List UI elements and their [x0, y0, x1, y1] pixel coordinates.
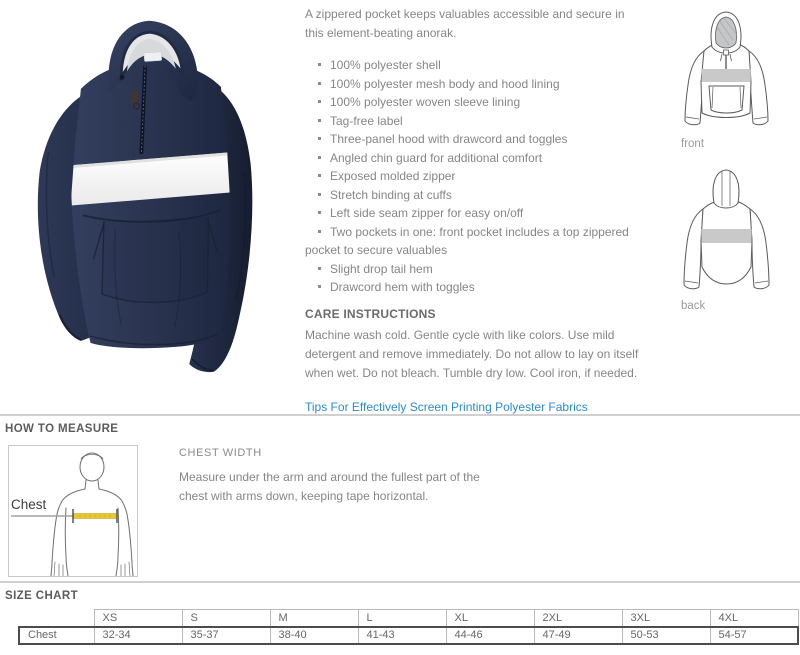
size-row-label: Chest — [19, 627, 94, 644]
torso-diagram — [9, 446, 137, 576]
bullet-icon — [318, 137, 321, 140]
feature-item — [305, 130, 647, 149]
feature-text: Drawcord hem with toggles — [330, 280, 475, 294]
bullet-icon — [318, 267, 321, 270]
how-to-measure-heading: HOW TO MEASURE — [5, 423, 119, 435]
feature-item — [305, 56, 647, 75]
size-chart-header-row — [19, 610, 798, 627]
size-chart-corner-cell — [19, 610, 94, 627]
feature-item — [305, 204, 647, 223]
product-photo — [0, 0, 300, 414]
feature-text: Exposed molded zipper — [330, 169, 456, 183]
chest-width-title: CHEST WIDTH — [179, 447, 262, 459]
feature-item — [305, 260, 647, 279]
feature-item — [305, 186, 647, 205]
product-intro: A zippered pocket keeps valuables accessible and secure in this element-beating anorak. — [305, 7, 625, 40]
feature-text: 100% polyester mesh body and hood lining — [330, 76, 560, 91]
size-value-cell: 32-34 — [94, 627, 182, 644]
care-instructions-text: Machine wash cold. Gentle cycle with like colors. Use mild detergent and remove immediately. Do not allow to lay on itself when wet. Do not bleach. Tumble dry low. Cool iron, if needed. — [305, 327, 639, 380]
size-column-header: M — [270, 610, 358, 627]
feature-text: Tag-free label — [330, 113, 403, 128]
anorak-jacket-photo — [10, 3, 288, 397]
bullet-icon — [318, 82, 321, 85]
size-value-cell: 41-43 — [358, 627, 446, 644]
size-column-header: 4XL — [710, 610, 798, 627]
size-value-cell: 35-37 — [182, 627, 270, 644]
size-value-cell: 44-46 — [446, 627, 534, 644]
front-view-illustration — [679, 7, 774, 135]
size-column-header: S — [182, 610, 270, 627]
bullet-icon — [318, 119, 321, 122]
feature-text: 100% polyester woven sleeve lining — [330, 95, 521, 109]
feature-item — [305, 167, 647, 186]
size-column-header: XL — [446, 610, 534, 627]
front-view-label: front — [681, 138, 705, 150]
feature-text: Three-panel hood with drawcord and toggles — [330, 132, 568, 146]
size-column-header: 3XL — [622, 610, 710, 627]
feature-item — [305, 112, 647, 131]
screen-printing-tips-link[interactable]: Tips For Effectively Screen Printing Polyester Fabrics — [305, 399, 588, 414]
bullet-icon — [318, 211, 321, 214]
feature-text: Stretch binding at cuffs — [330, 187, 452, 202]
measure-diagram — [8, 445, 138, 577]
size-value-cell: 54-57 — [710, 627, 798, 644]
feature-text: Two pockets in one: front pocket includes a top zippered pocket to secure valuables — [305, 224, 629, 257]
feature-text: 100% polyester shell — [330, 58, 441, 72]
feature-text: Left side seam zipper for easy on/off — [330, 206, 524, 220]
bullet-icon — [318, 230, 321, 233]
chest-diagram-label: Chest — [11, 497, 47, 512]
bullet-icon — [318, 193, 321, 196]
feature-text: Slight drop tail hem — [330, 261, 433, 276]
size-column-header: XS — [94, 610, 182, 627]
care-instructions-heading: CARE INSTRUCTIONS — [305, 306, 436, 321]
back-view-illustration — [679, 167, 774, 297]
size-chart-heading: SIZE CHART — [5, 590, 78, 602]
size-chart-section — [0, 590, 800, 655]
size-value-cell: 38-40 — [270, 627, 358, 644]
feature-item — [305, 75, 647, 94]
bullet-icon — [318, 100, 321, 103]
how-to-measure-section — [0, 423, 800, 583]
feature-item — [305, 278, 647, 297]
back-view-label: back — [681, 300, 706, 312]
chest-width-description: Measure under the arm and around the fullest part of the chest with arms down, keeping tape horizontal. — [179, 470, 480, 503]
feature-text: Angled chin guard for additional comfort — [330, 150, 543, 165]
size-column-header: L — [358, 610, 446, 627]
feature-item — [305, 149, 647, 168]
size-value-cell: 50-53 — [622, 627, 710, 644]
feature-list — [305, 56, 647, 297]
size-chart-table — [18, 609, 799, 645]
size-column-header: 2XL — [534, 610, 622, 627]
bullet-icon — [318, 174, 321, 177]
size-value-cell: 47-49 — [534, 627, 622, 644]
bullet-icon — [318, 285, 321, 288]
product-description — [300, 0, 650, 414]
bullet-icon — [318, 63, 321, 66]
feature-item — [305, 93, 647, 112]
garment-views — [650, 0, 800, 414]
bullet-icon — [318, 156, 321, 159]
feature-item — [305, 223, 647, 260]
